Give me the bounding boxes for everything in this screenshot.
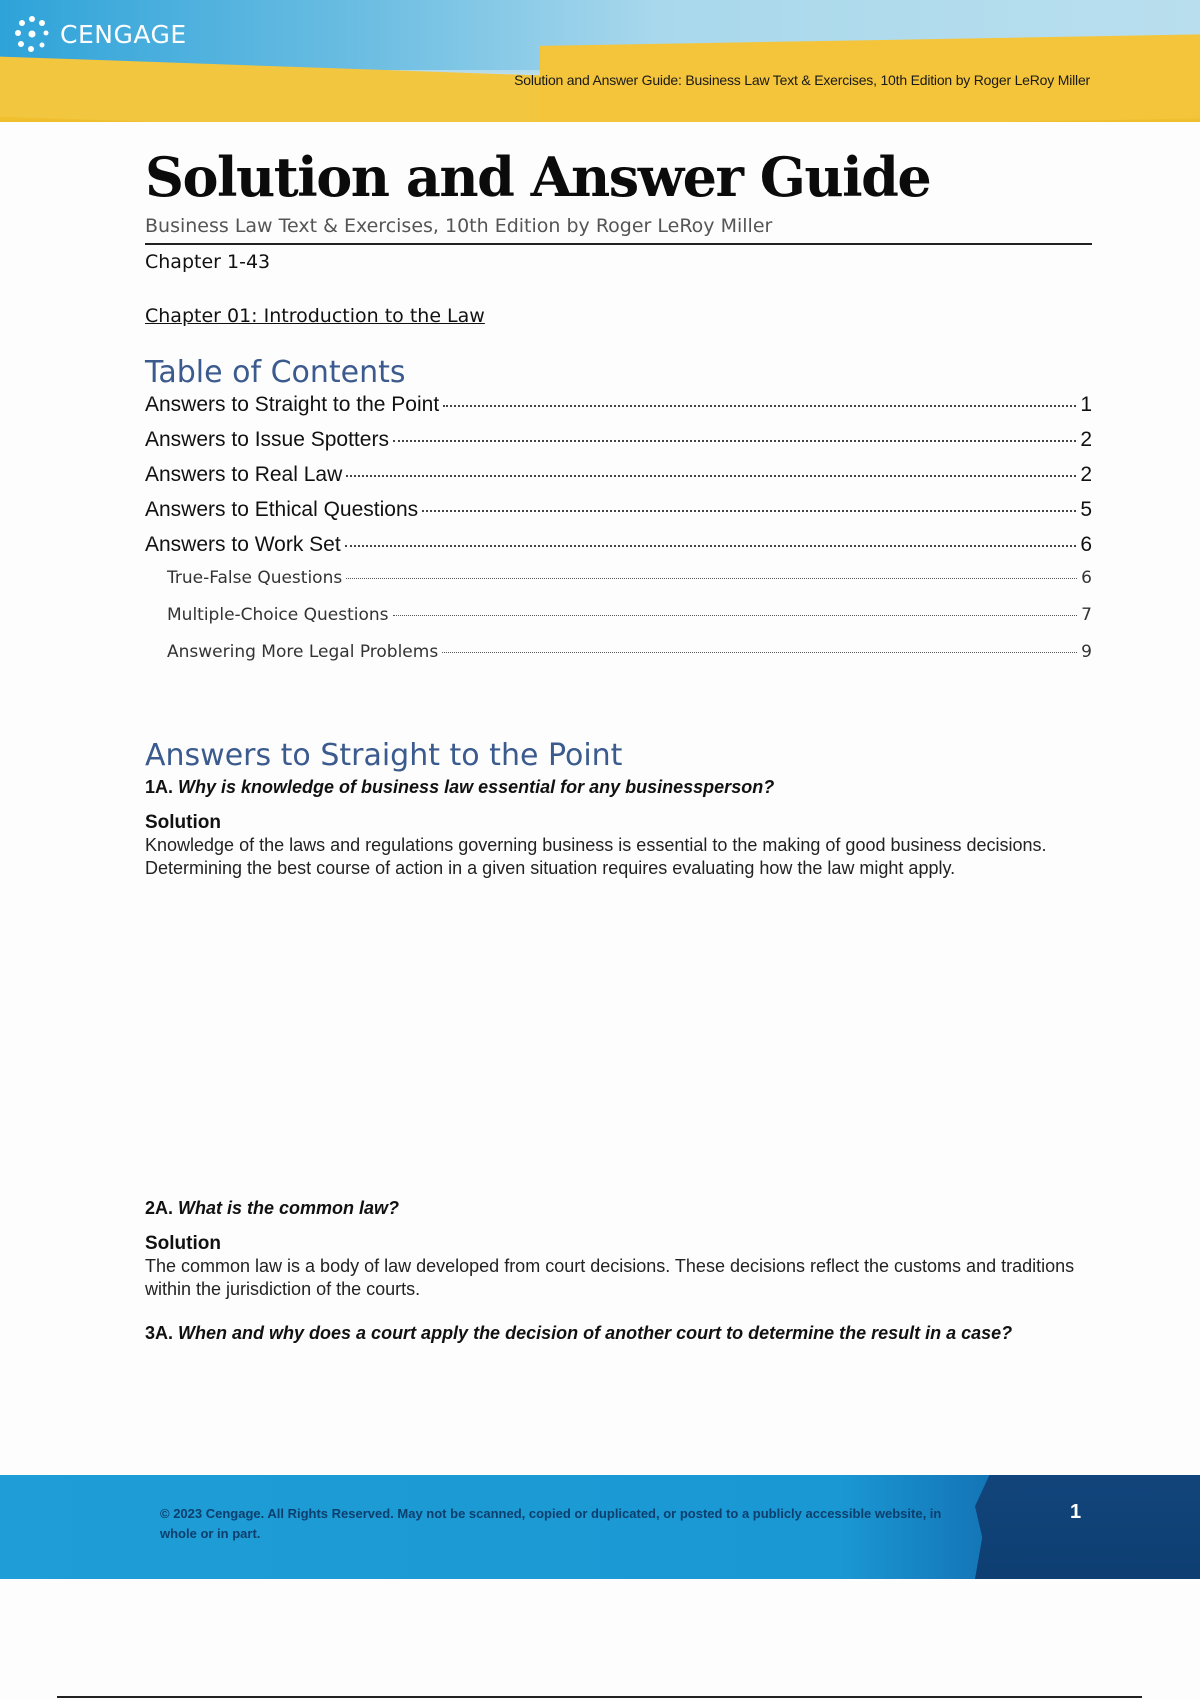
toc-leader xyxy=(422,510,1076,512)
toc-leader xyxy=(443,405,1076,407)
chapter-range: Chapter 1-43 xyxy=(145,251,271,273)
solution-text: The common law is a body of law developed from court decisions. These decisions reflect the customs and traditions within the jurisdiction of the courts. xyxy=(145,1256,1075,1299)
copyright-notice: © 2023 Cengage. All Rights Reserved. May not be scanned, copied or duplicated, or posted to a publicly accessible website, in whole or in part. xyxy=(160,1506,942,1541)
toc-entry-page: 9 xyxy=(1081,642,1092,662)
toc-entry-label: Answers to Ethical Questions xyxy=(145,498,419,521)
running-head: Solution and Answer Guide: Business Law Text & Exercises, 10th Edition by Roger LeRoy Miller xyxy=(514,72,1090,88)
blank-space xyxy=(145,880,1092,1196)
document-body xyxy=(145,145,1092,1345)
toc-entry-label: Answers to Issue Spotters xyxy=(145,428,389,451)
toc-subentry-legal-problems[interactable] xyxy=(145,642,1092,679)
toc-entry-page: 1 xyxy=(1080,393,1092,416)
question-number: 1A. xyxy=(145,777,174,797)
section-heading: Answers to Straight to the Point xyxy=(145,738,623,773)
toc-entry-label: Multiple-Choice Questions xyxy=(167,605,389,625)
toc-entry-page: 6 xyxy=(1081,568,1092,588)
solution-text: Knowledge of the laws and regulations governing business is essential to the making of good business decisions. Determining the best course of action in a given situation requires evaluating how the law might apply. xyxy=(145,835,1047,878)
toc-entry-page: 5 xyxy=(1080,498,1092,521)
question-3a xyxy=(145,1321,1092,1345)
toc-entry-label: Answers to Real Law xyxy=(145,463,343,486)
table-of-contents xyxy=(145,393,1092,679)
question-number: 2A. xyxy=(145,1198,174,1218)
document-title: Solution and Answer Guide xyxy=(145,145,931,209)
footer-dark-block xyxy=(975,1475,1200,1579)
question-number: 3A. xyxy=(145,1323,174,1343)
question-text: Why is knowledge of business law essential for any businessperson? xyxy=(178,777,775,797)
toc-entry-page: 6 xyxy=(1080,533,1092,556)
question-2a xyxy=(145,1198,1092,1219)
toc-leader xyxy=(442,652,1077,653)
toc-entry-label: True-False Questions xyxy=(167,568,343,588)
toc-entry-real-law[interactable] xyxy=(145,463,1092,498)
solution-label: Solution xyxy=(145,812,221,833)
toc-entry-page: 2 xyxy=(1080,428,1092,451)
toc-entry-label: Answers to Straight to the Point xyxy=(145,393,440,416)
toc-heading: Table of Contents xyxy=(145,355,406,390)
document-subtitle: Business Law Text & Exercises, 10th Edition by Roger LeRoy Miller xyxy=(145,215,1092,245)
chapter-title: Chapter 01: Introduction to the Law xyxy=(145,305,485,327)
page-number: 1 xyxy=(1070,1501,1082,1523)
toc-entry-issue-spotters[interactable] xyxy=(145,428,1092,463)
toc-subentry-multiple-choice[interactable] xyxy=(145,605,1092,642)
question-1a xyxy=(145,777,1092,798)
toc-entry-work-set[interactable] xyxy=(145,533,1092,568)
toc-entry-ethical-questions[interactable] xyxy=(145,498,1092,533)
cengage-logo[interactable] xyxy=(12,14,187,54)
toc-entry-straight-to-the-point[interactable] xyxy=(145,393,1092,428)
toc-leader xyxy=(393,440,1076,442)
bottom-divider xyxy=(57,1696,1142,1698)
toc-leader xyxy=(346,578,1077,579)
toc-entry-label: Answers to Work Set xyxy=(145,533,341,556)
toc-entry-page: 7 xyxy=(1081,605,1092,625)
page-header xyxy=(0,0,1200,122)
cengage-logo-icon xyxy=(12,14,52,54)
toc-subentry-true-false[interactable] xyxy=(145,568,1092,605)
logo-text: CENGAGE xyxy=(60,19,187,49)
toc-leader xyxy=(345,545,1077,547)
toc-entry-label: Answering More Legal Problems xyxy=(167,642,439,662)
toc-leader xyxy=(346,475,1076,477)
toc-leader xyxy=(393,615,1078,616)
question-text: What is the common law? xyxy=(178,1198,400,1218)
page-footer xyxy=(0,1475,1200,1579)
question-text: When and why does a court apply the decision of another court to determine the result in a case? xyxy=(178,1323,1013,1343)
solution-label: Solution xyxy=(145,1233,221,1254)
toc-entry-page: 2 xyxy=(1080,463,1092,486)
